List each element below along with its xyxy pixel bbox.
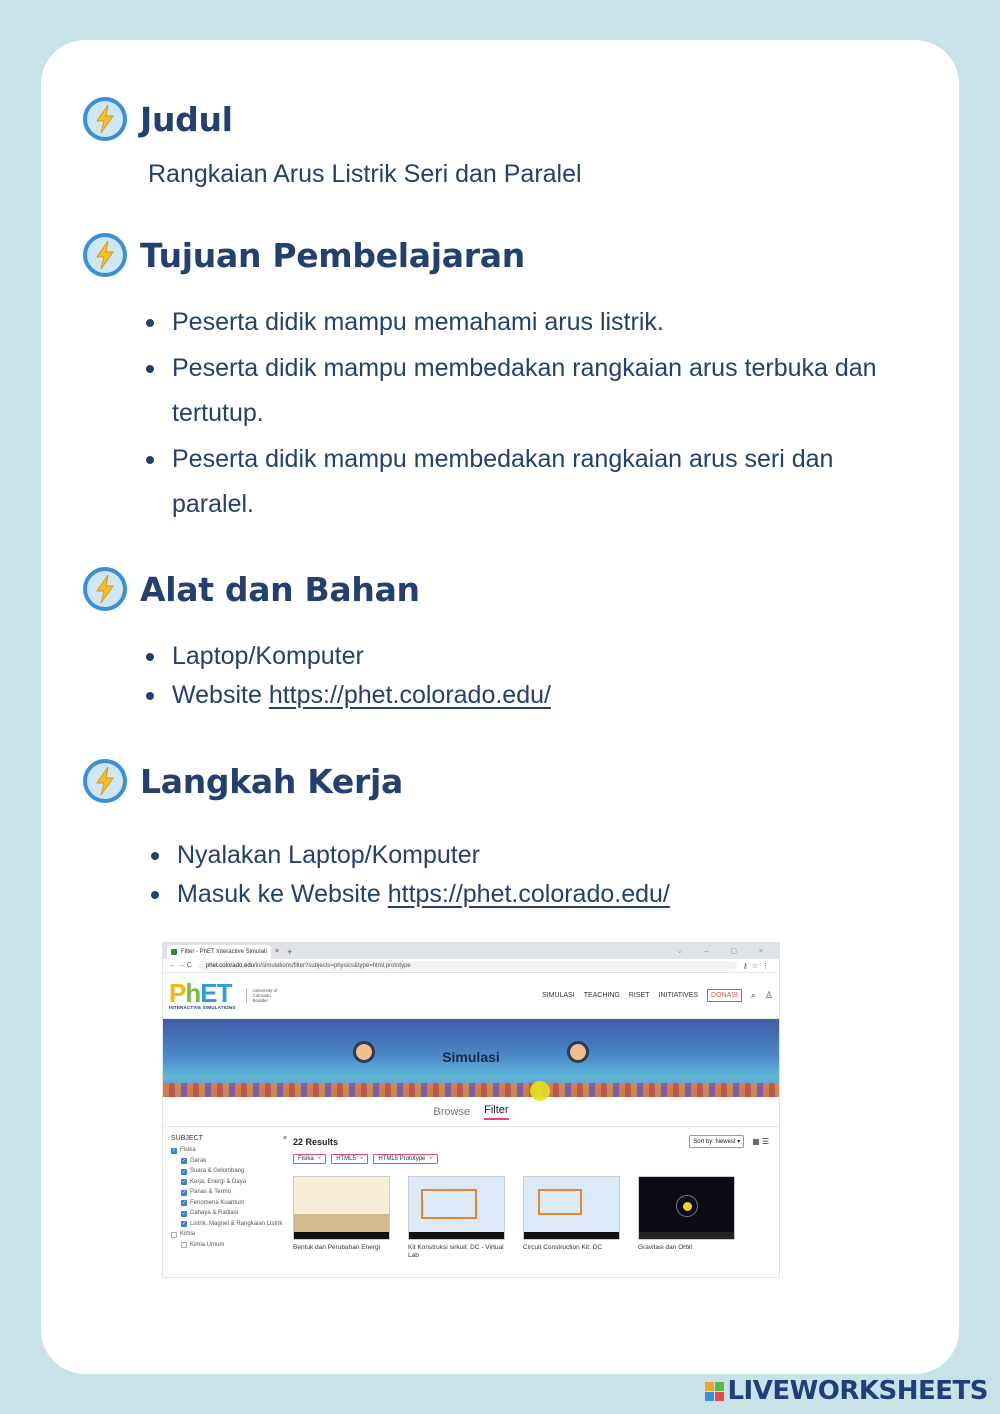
heading-judul: [82, 96, 233, 142]
website-label: Masuk ke Website: [177, 880, 388, 908]
list-item: Peserta didik mampu membedakan rangkaian arus seri dan paralel.: [144, 437, 914, 527]
simulation-thumbnail: [523, 1176, 620, 1240]
tab-browse: Browse: [433, 1105, 471, 1118]
list-item: Laptop/Komputer: [144, 637, 914, 676]
list-item: [149, 875, 919, 914]
simulation-thumbnail: [638, 1176, 735, 1240]
browser-tabbar: [163, 943, 779, 959]
simulation-thumbnail: [408, 1176, 505, 1240]
lightning-icon: [82, 232, 128, 278]
list-item: [144, 676, 914, 715]
list-item: Peserta didik mampu memahami arus listrik.: [144, 300, 914, 345]
lightning-icon: [82, 96, 128, 142]
heading-langkah: [82, 758, 403, 804]
filter-content: [163, 1127, 779, 1260]
subject-header: SUBJECT: [171, 1135, 203, 1142]
heading-alat: [82, 566, 420, 612]
donate-button: DONASI: [707, 989, 742, 1002]
list-item: Nyalakan Laptop/Komputer: [149, 836, 919, 875]
simulation-card: Gravitasi dan Orbit: [638, 1176, 735, 1260]
site-nav: [542, 989, 773, 1002]
liveworksheets-wordmark: LIVEWORKSHEETS: [727, 1376, 988, 1406]
list-item: Peserta didik mampu membedakan rangkaian arus terbuka dan tertutup.: [144, 346, 914, 436]
heading-tujuan: [82, 232, 525, 278]
sort-select: Sort by: Newest ▾: [689, 1135, 744, 1148]
checkbox-item: ✓ Kerja, Energi & Daya: [181, 1178, 247, 1185]
liveworksheets-logo-icon: [705, 1382, 724, 1401]
checkbox-item: ✓ Cahaya & Radiasi: [181, 1210, 239, 1217]
checkbox-fisika: ✓ Fisika: [171, 1147, 196, 1154]
nav-item: TEACHING: [583, 992, 620, 999]
results-panel: [287, 1135, 771, 1260]
view-toggle-icon: ▦☰: [752, 1137, 771, 1146]
simulation-card: Bentuk dan Perubahan Energi: [293, 1176, 390, 1260]
close-icon: ×: [282, 1135, 287, 1142]
address-bar: [163, 959, 779, 973]
url-field: phet.colorado.edu/in/simulations/filter?subjects=physics&type=html,prototype: [198, 961, 737, 971]
browse-filter-tabs: [163, 1097, 779, 1127]
results-count: 22 Results: [293, 1136, 339, 1147]
liveworksheets-brand: [705, 1376, 988, 1406]
heading-judul-text: Judul: [140, 99, 233, 139]
simulation-banner: [163, 1019, 779, 1097]
simulation-cards: [293, 1176, 771, 1260]
checkbox-item: ✓ Listrik, Magnet & Rangkaian Listrik: [181, 1220, 283, 1227]
checkbox-item: Kimia Umum: [171, 1242, 287, 1249]
simulation-card: Kit Konstruksi sirkuit: DC - Virtual Lab: [408, 1176, 505, 1260]
university-logo: University of Colorado Boulder: [246, 988, 286, 1003]
nav-item: INITIATIVES: [658, 992, 699, 999]
filter-chip: HTML5 ×: [331, 1154, 368, 1164]
simulation-thumbnail: [293, 1176, 390, 1240]
checkbox-kimia: Kimia: [171, 1231, 287, 1238]
phet-link[interactable]: https://phet.colorado.edu/: [387, 880, 670, 908]
banner-title: Simulasi: [442, 1049, 500, 1065]
checkbox-item: ✓ Gerak: [181, 1157, 207, 1164]
checkbox-item: ✓ Fenomena Kuantum: [181, 1199, 245, 1206]
new-tab-icon: +: [287, 947, 293, 957]
nav-item: RISET: [628, 992, 650, 999]
subject-sidebar: [171, 1135, 287, 1260]
window-controls: ⌄ – ▢ ×: [676, 948, 773, 955]
simulation-card: Circuit Construction Kit: DC: [523, 1176, 620, 1260]
goals-list: [144, 300, 914, 528]
phet-link[interactable]: https://phet.colorado.edu/: [268, 681, 551, 709]
tab-filter: Filter: [484, 1104, 508, 1120]
heading-tujuan-text: Tujuan Pembelajaran: [140, 235, 525, 275]
checkbox-item: ✓ Suara & Gelombang: [181, 1168, 245, 1175]
browser-actions-icon: ⚷☆⋮: [742, 962, 773, 970]
user-icon: ♙: [764, 990, 773, 1000]
steps-list: [149, 836, 919, 914]
phet-logo: PhET INTERACTIVE SIMULATIONS: [169, 978, 236, 1010]
nav-item: SIMULASI: [542, 992, 575, 999]
phet-screenshot: [162, 942, 780, 1278]
heading-langkah-text: Langkah Kerja: [140, 761, 403, 801]
lightning-icon: [82, 758, 128, 804]
cursor-highlight: [530, 1081, 550, 1101]
search-icon: ⌕: [750, 990, 756, 1000]
filter-chips: [293, 1154, 771, 1164]
browser-tab: Filter - PhET Interactive Simulati: [167, 945, 271, 959]
filter-chip: HTML5 Prototype ×: [373, 1154, 438, 1164]
lightning-icon: [82, 566, 128, 612]
nav-arrows-icon: ← → C: [169, 962, 192, 969]
judul-text: Rangkaian Arus Listrik Seri dan Paralel: [148, 160, 582, 188]
checkbox-item: ✓ Panas & Termo: [181, 1189, 231, 1196]
site-header: [163, 973, 779, 1019]
tools-list: [144, 637, 914, 715]
filter-chip: Fisika ×: [293, 1154, 326, 1164]
close-icon: ×: [275, 948, 280, 955]
reef-illustration: [163, 1083, 779, 1097]
heading-alat-text: Alat dan Bahan: [140, 569, 420, 609]
website-label: Website: [172, 681, 269, 709]
